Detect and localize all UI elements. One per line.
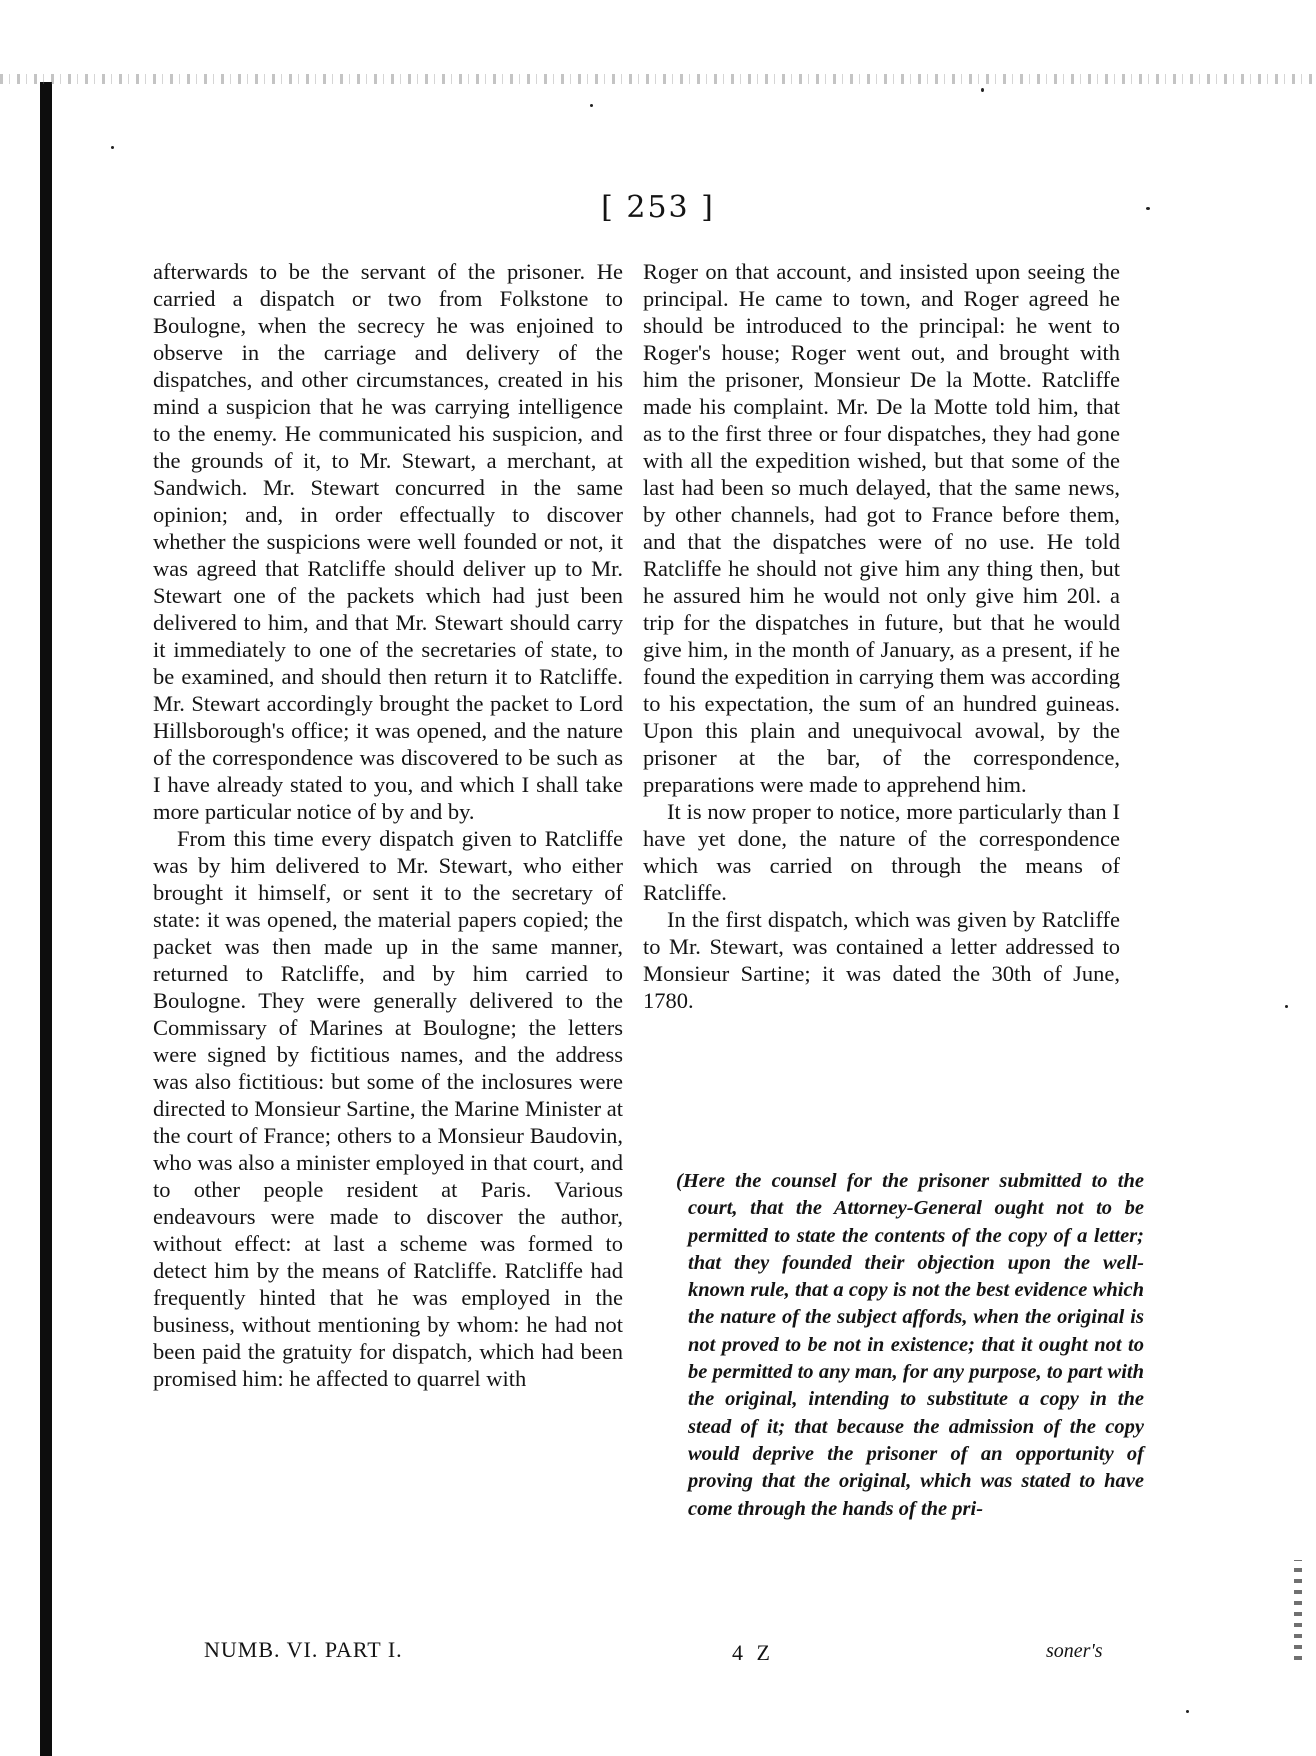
scan-noise-edge: [1294, 1560, 1302, 1660]
left-column: [153, 258, 623, 1392]
scan-noise-top: [0, 74, 1316, 84]
scan-speck: [1285, 1005, 1288, 1008]
scan-speck: [111, 146, 114, 149]
paragraph: afterwards to be the servant of the prisoner. He carried a dispatch or two from Folkstone to Boulogne, when the secrecy he was enjoined to observe in the carriage and delivery of the dispatches, and other circumstances, created in his mind a suspicion that he was carrying intelligence to the enemy. He communicated his suspicion, and the grounds of it, to Mr. Stewart, a merchant, at Sandwich. Mr. Stewart concurred in the same opinion; and, in order effectually to discover whether the suspicions were well founded or not, it was agreed that Ratcliffe should deliver up to Mr. Stewart one of the packets which had just been delivered to him, and that Mr. Stewart should carry it immediately to one of the secretaries of state, to be examined, and should then return it to Ratcliffe. Mr. Stewart accordingly brought the packet to Lord Hillsborough's office; it was opened, and the nature of the correspondence was discovered to be such as I have already stated to you, and which I shall take more particular notice of by and by.: [153, 259, 623, 824]
right-column: [643, 258, 1120, 1014]
counsel-objection-note: (Here the counsel for the prisoner submitted to the court, that the Attorney-General ought not to be permitted to state the contents of the copy of a letter; that they founded their objection upon the well-known rule, that a copy is not the best evidence which the nature of the subject affords, when the original is not proved to be not in existence; that it ought not to be permitted to any man, for any purpose, to part with the original, intending to substitute a copy in the stead of it; that because the admission of the copy would deprive the prisoner of an opportunity of proving that the original, which was stated to have come through the hands of the pri-: [676, 1170, 1144, 1520]
paragraph: Roger on that account, and insisted upon seeing the principal. He came to town, and Roger agreed he should be introduced to the principal: he went to Roger's house; Roger went out, and brought with him the prisoner, Monsieur De la Motte. Ratcliffe made his complaint. Mr. De la Motte told him, that as to the first three or four dispatches, they had gone with all the expedition wished, but that some of the last had been so much delayed, that the same news, by other channels, had got to France before them, and that the dispatches were of no use. He told Ratcliffe he should not give him any thing then, but he assured him he would not only give him 20l. a trip for the dispatches in future, but that he would give him, in the month of January, as a present, if he found the expedition in carrying them was according to his expectation, the sum of an hundred guineas. Upon this plain and unequivocal avowal, by the prisoner at the bar, of the correspondence, preparations were made to apprehend him.: [643, 259, 1120, 797]
page-number: [ 253 ]: [601, 190, 715, 225]
paragraph: From this time every dispatch given to Ratcliffe was by him delivered to Mr. Stewart, who either brought it himself, or sent it to the secretary of state: it was opened, the material papers copied; the packet was then made up in the same manner, returned to Ratcliffe, and by him carried to Boulogne. They were generally delivered to the Commissary of Marines at Boulogne; the letters were signed by fictitious names, and the address was also fictitious: but some of the inclosures were directed to Monsieur Sartine, the Marine Minister at the court of France; others to a Monsieur Baudovin, who was also a minister employed in that court, and to other people resident at Paris. Various endeavours were made to discover the author, without effect: at last a scheme was formed to detect him by the means of Ratcliffe. Ratcliffe had frequently hinted that he was employed in the business, without mentioning by whom: he had not been paid the gratuity for dispatch, which had been promised him: he affected to quarrel with: [153, 826, 623, 1391]
scan-speck: [590, 104, 593, 107]
scan-speck: [981, 88, 984, 92]
paragraph: It is now proper to notice, more particularly than I have yet done, the nature of the correspondence which was carried on through the means of Ratcliffe.: [643, 799, 1120, 905]
signature-number: 4 Z: [732, 1640, 774, 1665]
paragraph: In the first dispatch, which was given by Ratcliffe to Mr. Stewart, was contained a letter addressed to Monsieur Sartine; it was dated the 30th of June, 1780.: [643, 907, 1120, 1013]
scan-speck: [1186, 1710, 1189, 1713]
signature-mark: NUMB. VI. PART I.: [204, 1637, 403, 1662]
catchword: soner's: [1046, 1640, 1103, 1662]
binding-edge: [40, 82, 52, 1756]
